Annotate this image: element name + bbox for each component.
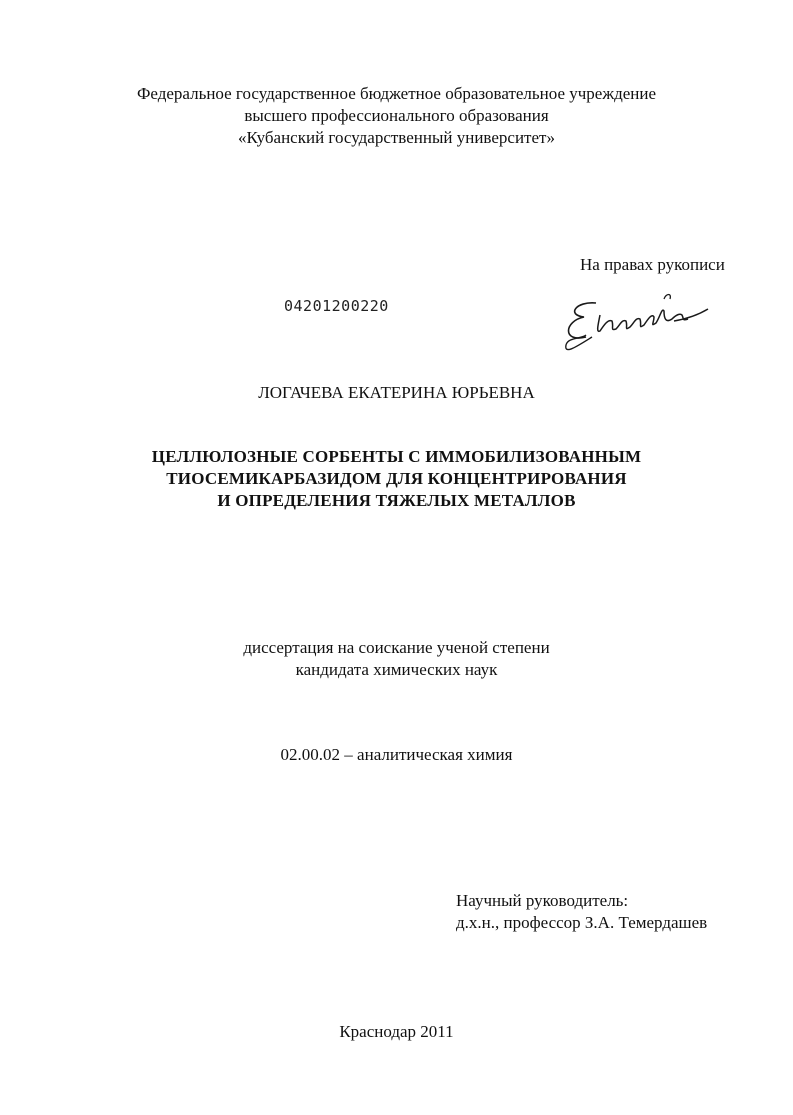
handwritten-signature: [556, 285, 716, 357]
rights-note: На правах рукописи: [580, 255, 725, 274]
degree-block: [0, 637, 793, 681]
title-line-2: ТИОСЕМИКАРБАЗИДОМ ДЛЯ КОНЦЕНТРИРОВАНИЯ: [166, 469, 627, 488]
supervisor-label: Научный руководитель:: [456, 891, 629, 910]
specialty: 02.00.02 – аналитическая химия: [280, 745, 513, 764]
city-year: Краснодар 2011: [339, 1022, 454, 1041]
institution-line-3: «Кубанский государственный университет»: [238, 128, 555, 147]
title-line-3: И ОПРЕДЕЛЕНИЯ ТЯЖЕЛЫХ МЕТАЛЛОВ: [217, 491, 576, 510]
title-line-1: ЦЕЛЛЮЛОЗНЫЕ СОРБЕНТЫ С ИММОБИЛИЗОВАННЫМ: [151, 447, 642, 466]
supervisor-block: [456, 890, 707, 934]
institution-line-2: высшего профессионального образования: [244, 106, 549, 125]
supervisor-name: д.х.н., профессор З.А. Темердашев: [456, 913, 708, 932]
dissertation-title: [0, 446, 793, 512]
institution-block: [0, 83, 793, 149]
author-name: ЛОГАЧЕВА ЕКАТЕРИНА ЮРЬЕВНА: [258, 383, 535, 402]
degree-line-2: кандидата химических наук: [295, 660, 498, 679]
institution-line-1: Федеральное государственное бюджетное образовательное учреждение: [136, 84, 657, 103]
stamp-number: 04201200220: [284, 297, 389, 315]
degree-line-1: диссертация на соискание ученой степени: [243, 638, 550, 657]
